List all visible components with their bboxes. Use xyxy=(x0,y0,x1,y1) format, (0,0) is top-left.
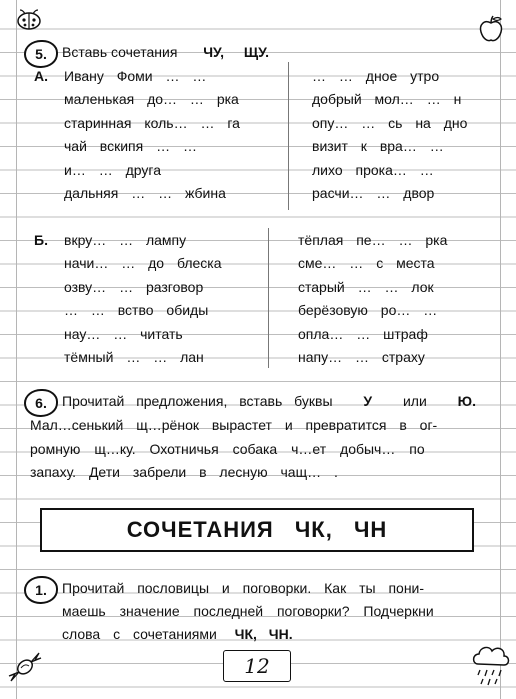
task-1-letters: ЧК, ЧН. xyxy=(234,626,293,642)
task-6-line-3: ромную щ…ку. Охотничья собака ч…ет добыч… по xyxy=(30,441,425,457)
exercise-item: берёзовую ро… … xyxy=(298,302,438,319)
exercise-item: озву… … разговор xyxy=(64,278,204,295)
exercise-item: старый … … лок xyxy=(298,278,434,295)
exercise-item: вкру… … лампу xyxy=(64,232,187,248)
exercise-item: … … дное утро xyxy=(312,68,440,84)
part-a-column-divider xyxy=(288,62,289,210)
right-margin-line xyxy=(500,0,501,699)
exercise-item: … … вство обиды xyxy=(64,302,209,319)
page-number-box xyxy=(223,650,291,682)
task-6-badge xyxy=(24,389,58,417)
exercise-item: старинная коль… … га xyxy=(64,114,240,131)
exercise-item: опла… … штраф xyxy=(298,325,428,342)
task-5-intro: Вставь сочетания xyxy=(62,44,178,60)
exercise-item: опу… … сь на дно xyxy=(312,114,468,131)
task-6-line-4: запаху. Дети забрели в лесную чащ… . xyxy=(30,464,338,480)
exercise-item: лихо прока… … xyxy=(312,161,434,178)
task-1-line-3 xyxy=(62,626,293,642)
task-5-badge xyxy=(24,40,58,68)
task-6-instruction: Прочитай предложения, вставь буквы xyxy=(62,393,333,409)
left-margin-line xyxy=(16,0,17,699)
task-6-number: 6. xyxy=(35,395,47,411)
exercise-item: маленькая до… … рка xyxy=(64,91,239,108)
task-5-instruction xyxy=(62,44,269,60)
cloud-icon xyxy=(470,642,512,690)
task-1-badge xyxy=(24,576,58,604)
exercise-item: дальняя … … жбина xyxy=(64,185,226,201)
task-5-letters-shchu: ЩУ. xyxy=(243,44,269,60)
exercise-item: Ивану Фоми … … xyxy=(64,68,207,84)
page-number: 12 xyxy=(244,654,270,678)
exercise-item: нау… … читать xyxy=(64,325,183,342)
task-5-letters-chu: ЧУ, xyxy=(203,44,225,60)
task-1-number: 1. xyxy=(35,582,47,598)
task-6-line-2: Мал…сенький щ…рёнок вырастет и превратится в ог- xyxy=(30,417,438,433)
exercise-item: и… … друга xyxy=(64,161,161,178)
task-6-line-1 xyxy=(62,393,476,409)
ladybug-icon xyxy=(14,8,44,30)
task-1-line-1: Прочитай пословицы и поговорки. Как ты пони- xyxy=(62,580,425,596)
exercise-item: расчи… … двор xyxy=(312,185,435,201)
candy-icon xyxy=(6,648,44,686)
task-1-line-2: маешь значение последней поговорки? Подчеркни xyxy=(62,603,434,619)
letter-u: У xyxy=(363,393,373,409)
letter-yu: Ю. xyxy=(457,393,476,409)
part-b-label: Б. xyxy=(34,232,48,248)
exercise-item: чай вскипя … … xyxy=(64,138,197,155)
exercise-item: визит к вра… … xyxy=(312,138,444,155)
task-1-line-3-text: слова с сочетаниями xyxy=(62,626,217,642)
word-or: или xyxy=(402,393,427,409)
apple-icon xyxy=(476,14,506,44)
exercise-item: добрый мол… … н xyxy=(312,91,462,108)
exercise-item: тёплая пе… … рка xyxy=(298,232,448,248)
part-a-label: А. xyxy=(34,68,48,84)
exercise-item: сме… … с места xyxy=(298,255,435,272)
exercise-item: начи… … до блеска xyxy=(64,255,222,272)
exercise-item: напу… … страху xyxy=(298,349,425,365)
exercise-item: тёмный … … лан xyxy=(64,349,204,365)
part-b-column-divider xyxy=(268,228,269,368)
section-title: СОЧЕТАНИЯ ЧК, ЧН xyxy=(126,517,388,542)
task-5-number: 5. xyxy=(35,46,47,62)
section-title-box xyxy=(40,508,474,552)
